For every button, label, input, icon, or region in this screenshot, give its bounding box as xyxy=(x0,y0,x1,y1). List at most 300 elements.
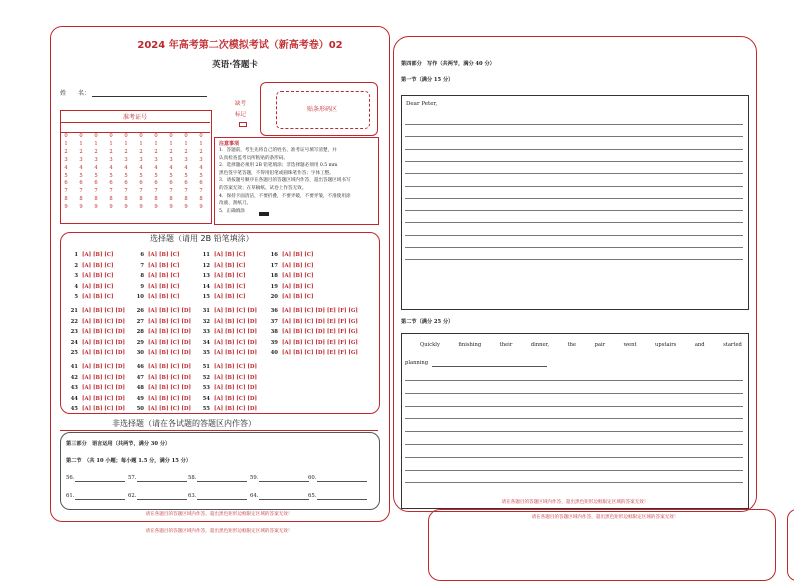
page-title: 2024 年高考第二次模拟考试（新高考卷）02 xyxy=(137,40,343,51)
ticket-digit-bubble[interactable]: 5 xyxy=(199,172,203,179)
ticket-digit-bubble[interactable]: 2 xyxy=(109,148,113,155)
absent-label-2: 标记 xyxy=(235,112,247,118)
question-number: 33 xyxy=(202,329,210,335)
question-number: 8 xyxy=(140,273,144,279)
answer-options[interactable]: [A] [B] [C] [D] xyxy=(82,395,125,402)
ticket-digit-bubble[interactable]: 1 xyxy=(184,140,188,147)
writing-line[interactable] xyxy=(405,222,743,223)
ticket-digit-bubble[interactable]: 3 xyxy=(64,156,68,163)
answer-row[interactable] xyxy=(200,252,246,258)
answer-row[interactable] xyxy=(134,284,180,290)
ticket-digit-bubble[interactable]: 9 xyxy=(124,204,128,211)
ticket-digit-bubble[interactable]: 3 xyxy=(124,156,128,163)
ticket-digit-bubble[interactable]: 9 xyxy=(109,204,113,211)
writing-line[interactable] xyxy=(405,124,743,125)
writing-line[interactable] xyxy=(405,173,743,174)
ticket-digit-bubble[interactable]: 2 xyxy=(139,148,143,155)
answer-row[interactable] xyxy=(134,252,180,258)
notes-item: 3．请按题号顺序在各题目的答题区域内作答，超出答题区域书写 xyxy=(219,178,351,184)
answer-row[interactable] xyxy=(68,294,114,300)
answer-options[interactable]: [A] [B] [C] xyxy=(282,283,314,290)
ticket-digit-bubble[interactable]: 4 xyxy=(184,164,188,171)
answer-row[interactable] xyxy=(200,308,257,314)
ticket-digit-column[interactable] xyxy=(167,133,175,212)
ticket-digit-column[interactable] xyxy=(77,133,85,212)
ticket-digit-bubble[interactable]: 2 xyxy=(184,148,188,155)
ticket-digit-bubble[interactable]: 8 xyxy=(139,196,143,203)
ticket-digit-column[interactable] xyxy=(152,133,160,212)
ticket-digit-bubble[interactable]: 8 xyxy=(169,196,173,203)
ticket-digit-bubble[interactable]: 0 xyxy=(64,133,68,139)
writing-line[interactable] xyxy=(405,406,743,407)
answer-options[interactable]: [A] [B] [C] [D] [E] [F] [G] xyxy=(282,350,358,356)
answer-options[interactable]: [A] [B] [C] [D] xyxy=(214,350,257,356)
answer-row[interactable] xyxy=(268,284,314,290)
ticket-digit-bubble[interactable]: 3 xyxy=(169,156,173,163)
ticket-digit-bubble[interactable]: 5 xyxy=(79,172,83,179)
question-number: 30 xyxy=(136,350,144,356)
writing-line[interactable] xyxy=(405,210,743,211)
part4-heading: 第四部分 写作（共两节，满分 40 分） xyxy=(401,61,495,67)
question-number: 4 xyxy=(74,283,78,290)
ticket-digit-bubble[interactable]: 1 xyxy=(64,140,68,147)
answer-row[interactable] xyxy=(134,340,191,346)
ticket-digit-bubble[interactable]: 6 xyxy=(64,180,68,187)
ticket-digit-bubble[interactable]: 2 xyxy=(79,148,83,155)
ticket-digit-bubble[interactable]: 3 xyxy=(109,156,113,163)
ticket-digit-column[interactable] xyxy=(182,133,190,212)
ticket-digit-bubble[interactable]: 9 xyxy=(184,204,188,211)
answer-options[interactable]: [A] [B] [C] [D] xyxy=(148,308,191,314)
question-number: 50 xyxy=(136,406,144,412)
ticket-digit-bubble[interactable]: 3 xyxy=(94,156,98,163)
answer-options[interactable]: [A] [B] [C] [D] xyxy=(148,395,191,402)
answer-options[interactable]: [A] [B] [C] [D] xyxy=(214,318,257,325)
answer-row[interactable] xyxy=(134,263,180,269)
ticket-digit-bubble[interactable]: 4 xyxy=(154,164,158,171)
question-number: 36 xyxy=(270,308,278,314)
ticket-digit-bubble[interactable]: 5 xyxy=(184,172,188,179)
ticket-digit-bubble[interactable]: 0 xyxy=(169,133,173,139)
ticket-digit-bubble[interactable]: 7 xyxy=(169,188,173,195)
ticket-digit-bubble[interactable]: 4 xyxy=(64,164,68,171)
answer-row[interactable] xyxy=(268,273,314,279)
answer-row[interactable] xyxy=(200,364,257,370)
question-number: 17 xyxy=(270,262,278,269)
answer-row[interactable] xyxy=(134,385,191,391)
writing-line[interactable] xyxy=(405,149,743,150)
blank-answer-line[interactable] xyxy=(75,481,125,482)
ticket-digit-bubble[interactable]: 4 xyxy=(109,164,113,171)
ticket-digit-bubble[interactable]: 0 xyxy=(184,133,188,139)
ticket-digit-bubble[interactable]: 1 xyxy=(169,140,173,147)
blank-answer-line[interactable] xyxy=(197,499,247,500)
ticket-digit-bubble[interactable]: 5 xyxy=(64,172,68,179)
answer-row[interactable] xyxy=(134,406,191,412)
ticket-digit-bubble[interactable]: 6 xyxy=(184,180,188,187)
part4-sec1-heading: 第一节（满分 15 分） xyxy=(401,77,454,83)
writing-line[interactable] xyxy=(405,247,743,248)
answer-options[interactable]: [A] [B] [C] [D] xyxy=(82,364,125,370)
question-number: 45 xyxy=(70,406,78,412)
answer-row[interactable] xyxy=(68,350,125,356)
ticket-digit-bubble[interactable]: 7 xyxy=(199,188,203,195)
ticket-digit-bubble[interactable]: 1 xyxy=(154,140,158,147)
answer-row[interactable] xyxy=(200,284,246,290)
answer-options[interactable]: [A] [B] [C] [D] xyxy=(214,374,257,381)
ticket-digit-bubble[interactable]: 4 xyxy=(79,164,83,171)
ticket-digit-bubble[interactable]: 0 xyxy=(124,133,128,139)
ticket-digit-bubble[interactable]: 0 xyxy=(94,133,98,139)
ticket-digit-bubble[interactable]: 3 xyxy=(139,156,143,163)
answer-row[interactable] xyxy=(200,396,257,402)
question-number: 47 xyxy=(136,374,144,381)
answer-options[interactable]: [A] [B] [C] xyxy=(214,273,246,279)
ticket-digit-column[interactable] xyxy=(122,133,130,212)
question-number: 41 xyxy=(70,364,78,370)
ticket-digit-bubble[interactable]: 7 xyxy=(94,188,98,195)
ticket-digit-bubble[interactable]: 6 xyxy=(169,180,173,187)
answer-row[interactable] xyxy=(68,364,125,370)
question-number: 18 xyxy=(270,273,278,279)
writing-line[interactable] xyxy=(405,431,743,432)
answer-options[interactable]: [A] [B] [C] [D] xyxy=(214,329,257,335)
answer-options[interactable]: [A] [B] [C] [D] [E] [F] [G] xyxy=(282,329,358,335)
ticket-digit-bubble[interactable]: 2 xyxy=(64,148,68,155)
ticket-digit-bubble[interactable]: 3 xyxy=(154,156,158,163)
ticket-digit-bubble[interactable]: 7 xyxy=(139,188,143,195)
question-number: 28 xyxy=(136,329,144,335)
answer-options[interactable]: [A] [B] [C] xyxy=(282,262,314,269)
question-number: 23 xyxy=(70,329,78,335)
answer-options[interactable]: [A] [B] [C] xyxy=(282,252,314,258)
ticket-digit-bubble[interactable]: 3 xyxy=(79,156,83,163)
ticket-digit-bubble[interactable]: 8 xyxy=(154,196,158,203)
ticket-write-row[interactable] xyxy=(60,122,210,133)
answer-row[interactable] xyxy=(200,385,257,391)
part3-sec2-heading: 第二节 （共 10 小题；每小题 1.5 分，满分 15 分） xyxy=(66,458,192,464)
answer-options[interactable]: [A] [B] [C] [D] xyxy=(214,308,257,314)
absent-checkbox[interactable] xyxy=(239,122,247,127)
ticket-digit-bubble[interactable]: 8 xyxy=(124,196,128,203)
answer-row[interactable] xyxy=(134,329,191,335)
question-number: 20 xyxy=(270,294,278,300)
blank-answer-line[interactable] xyxy=(259,481,309,482)
blank-label: 58. xyxy=(188,475,197,481)
writing-line[interactable] xyxy=(405,186,743,187)
answer-row[interactable] xyxy=(68,284,114,290)
answer-row[interactable] xyxy=(134,364,191,370)
ticket-digit-bubble[interactable]: 7 xyxy=(154,188,158,195)
blank-answer-line[interactable] xyxy=(137,499,187,500)
answer-row[interactable] xyxy=(268,340,358,346)
ticket-digit-bubble[interactable]: 6 xyxy=(124,180,128,187)
answer-options[interactable]: [A] [B] [C] xyxy=(82,273,114,279)
answer-row[interactable] xyxy=(200,263,246,269)
answer-options[interactable]: [A] [B] [C] xyxy=(214,294,246,300)
answer-options[interactable]: [A] [B] [C] [D] xyxy=(148,329,191,335)
ticket-digit-bubble[interactable]: 5 xyxy=(154,172,158,179)
ticket-digit-bubble[interactable]: 1 xyxy=(124,140,128,147)
ticket-digit-bubble[interactable]: 2 xyxy=(199,148,203,155)
question-number: 32 xyxy=(202,318,210,325)
answer-row[interactable] xyxy=(68,375,125,381)
left-warning: 请在各题目的答题区域内作答，超出黑色矩形边框限定区域的答案无效！ xyxy=(145,512,293,517)
notes-item: 5．正确填涂 xyxy=(219,208,245,214)
question-number: 5 xyxy=(74,294,78,300)
answer-options[interactable]: [A] [B] [C] [D] xyxy=(82,329,125,335)
ticket-digit-column[interactable] xyxy=(62,133,70,212)
blank-answer-line[interactable] xyxy=(259,499,309,500)
answer-row[interactable] xyxy=(68,406,125,412)
question-number: 14 xyxy=(202,283,210,290)
question-number: 38 xyxy=(270,329,278,335)
answer-row[interactable] xyxy=(200,340,257,346)
ticket-digit-bubble[interactable]: 0 xyxy=(139,133,143,139)
question-number: 27 xyxy=(136,318,144,325)
ticket-digit-bubble[interactable]: 2 xyxy=(94,148,98,155)
name-input-line[interactable] xyxy=(92,96,207,97)
answer-row[interactable] xyxy=(134,350,191,356)
ticket-digit-bubble[interactable]: 2 xyxy=(154,148,158,155)
writing-line[interactable] xyxy=(405,482,743,483)
answer-options[interactable]: [A] [B] [C] [D] xyxy=(214,385,257,391)
ticket-digit-bubble[interactable]: 3 xyxy=(184,156,188,163)
writing-line[interactable] xyxy=(405,259,743,260)
answer-row[interactable] xyxy=(200,273,246,279)
answer-row[interactable] xyxy=(268,263,314,269)
prompt-blank[interactable] xyxy=(432,366,547,367)
answer-row[interactable] xyxy=(68,340,125,346)
blank-answer-line[interactable] xyxy=(197,481,247,482)
ticket-digit-bubble[interactable]: 6 xyxy=(139,180,143,187)
answer-row[interactable] xyxy=(134,375,191,381)
ticket-digit-bubble[interactable]: 8 xyxy=(64,196,68,203)
ticket-digit-bubble[interactable]: 0 xyxy=(199,133,203,139)
question-number: 44 xyxy=(70,395,78,402)
ticket-digit-bubble[interactable]: 3 xyxy=(199,156,203,163)
ticket-digit-bubble[interactable]: 4 xyxy=(199,164,203,171)
writing-line[interactable] xyxy=(405,380,743,381)
far-right-frame xyxy=(787,509,794,581)
answer-row[interactable] xyxy=(268,350,358,356)
ticket-digit-bubble[interactable]: 4 xyxy=(169,164,173,171)
answer-options[interactable]: [A] [B] [C] xyxy=(282,294,314,300)
answer-options[interactable]: [A] [B] [C] xyxy=(82,252,114,258)
writing-line[interactable] xyxy=(405,457,743,458)
answer-options[interactable]: [A] [B] [C] [D] xyxy=(148,350,191,356)
writing-line[interactable] xyxy=(405,198,743,199)
answer-row[interactable] xyxy=(134,294,180,300)
ticket-digit-bubble[interactable]: 7 xyxy=(124,188,128,195)
answer-options[interactable]: [A] [B] [C] xyxy=(148,273,180,279)
answer-options[interactable]: [A] [B] [C] xyxy=(148,252,180,258)
blank-label: 60. xyxy=(308,475,317,481)
answer-row[interactable] xyxy=(200,350,257,356)
answer-options[interactable]: [A] [B] [C] xyxy=(214,252,246,258)
absent-label-1: 缺考 xyxy=(235,101,247,107)
question-number: 54 xyxy=(202,395,210,402)
answer-options[interactable]: [A] [B] [C] [D] xyxy=(148,339,191,346)
answer-options[interactable]: [A] [B] [C] [D] xyxy=(214,364,257,370)
answer-options[interactable]: [A] [B] [C] [D] xyxy=(148,364,191,370)
answer-options[interactable]: [A] [B] [C] xyxy=(148,283,180,290)
ticket-digit-bubble[interactable]: 8 xyxy=(109,196,113,203)
ticket-digit-bubble[interactable]: 5 xyxy=(124,172,128,179)
writing-line[interactable] xyxy=(405,161,743,162)
answer-row[interactable] xyxy=(134,308,191,314)
writing-line[interactable] xyxy=(405,136,743,137)
ticket-digit-bubble[interactable]: 4 xyxy=(139,164,143,171)
ticket-digit-bubble[interactable]: 2 xyxy=(124,148,128,155)
answer-row[interactable] xyxy=(268,319,358,325)
answer-options[interactable]: [A] [B] [C] [D] xyxy=(82,350,125,356)
answer-options[interactable]: [A] [B] [C] xyxy=(82,262,114,269)
page-subtitle: 英语·答题卡 xyxy=(212,60,258,70)
ticket-digit-bubble[interactable]: 5 xyxy=(94,172,98,179)
answer-row[interactable] xyxy=(68,396,125,402)
answer-options[interactable]: [A] [B] [C] [D] xyxy=(148,374,191,381)
ticket-digit-column[interactable] xyxy=(92,133,100,212)
answer-options[interactable]: [A] [B] [C] [D] xyxy=(148,318,191,325)
answer-options[interactable]: [A] [B] [C] [D] xyxy=(82,318,125,325)
writing-line[interactable] xyxy=(405,418,743,419)
ticket-digit-bubble[interactable]: 1 xyxy=(109,140,113,147)
ticket-digit-bubble[interactable]: 5 xyxy=(109,172,113,179)
ticket-digit-bubble[interactable]: 6 xyxy=(109,180,113,187)
ticket-digit-column[interactable] xyxy=(107,133,115,212)
answer-row[interactable] xyxy=(200,294,246,300)
answer-options[interactable]: [A] [B] [C] [D] xyxy=(82,339,125,346)
prompt-word: started xyxy=(723,342,742,348)
ticket-digit-bubble[interactable]: 8 xyxy=(79,196,83,203)
answer-row[interactable] xyxy=(68,385,125,391)
blank-answer-line[interactable] xyxy=(317,481,367,482)
answer-options[interactable]: [A] [B] [C] xyxy=(82,283,114,290)
ticket-digit-bubble[interactable]: 2 xyxy=(169,148,173,155)
answer-options[interactable]: [A] [B] [C] xyxy=(148,294,180,300)
ticket-digit-bubble[interactable]: 8 xyxy=(184,196,188,203)
answer-options[interactable]: [A] [B] [C] [D] xyxy=(214,406,257,412)
answer-options[interactable]: [A] [B] [C] [D] xyxy=(214,395,257,402)
ticket-digit-bubble[interactable]: 6 xyxy=(199,180,203,187)
answer-row[interactable] xyxy=(268,294,314,300)
prompt-word: went xyxy=(623,342,637,348)
ticket-digit-bubble[interactable]: 8 xyxy=(199,196,203,203)
answer-options[interactable]: [A] [B] [C] [D] [E] [F] [G] xyxy=(282,318,358,325)
ticket-digit-bubble[interactable]: 0 xyxy=(154,133,158,139)
answer-row[interactable] xyxy=(268,308,358,314)
answer-row[interactable] xyxy=(200,406,257,412)
blank-label: 62. xyxy=(128,493,137,499)
ticket-digit-bubble[interactable]: 6 xyxy=(154,180,158,187)
ticket-digit-bubble[interactable]: 5 xyxy=(139,172,143,179)
answer-options[interactable]: [A] [B] [C] [D] xyxy=(214,339,257,346)
answer-row[interactable] xyxy=(68,273,114,279)
writing-line[interactable] xyxy=(405,393,743,394)
question-number: 2 xyxy=(74,262,78,269)
blank-answer-line[interactable] xyxy=(75,499,125,500)
blank-answer-line[interactable] xyxy=(137,481,187,482)
answer-options[interactable]: [A] [B] [C] xyxy=(82,294,114,300)
answer-row[interactable] xyxy=(268,252,314,258)
answer-options[interactable]: [A] [B] [C] [D] xyxy=(82,374,125,381)
writing-line[interactable] xyxy=(405,235,743,236)
question-number: 10 xyxy=(136,294,144,300)
ticket-digit-bubble[interactable]: 7 xyxy=(64,188,68,195)
answer-row[interactable] xyxy=(68,329,125,335)
answer-options[interactable]: [A] [B] [C] xyxy=(282,273,314,279)
answer-row[interactable] xyxy=(68,319,125,325)
answer-row[interactable] xyxy=(68,263,114,269)
answer-row[interactable] xyxy=(200,329,257,335)
answer-row[interactable] xyxy=(134,273,180,279)
answer-options[interactable]: [A] [B] [C] xyxy=(214,262,246,269)
ticket-digit-bubble[interactable]: 8 xyxy=(94,196,98,203)
ticket-digit-bubble[interactable]: 1 xyxy=(79,140,83,147)
answer-options[interactable]: [A] [B] [C] [D] xyxy=(82,308,125,314)
answer-row[interactable] xyxy=(200,319,257,325)
ticket-digit-bubble[interactable]: 1 xyxy=(94,140,98,147)
ticket-digit-bubble[interactable]: 9 xyxy=(94,204,98,211)
answer-options[interactable]: [A] [B] [C] xyxy=(214,283,246,290)
ticket-digit-bubble[interactable]: 9 xyxy=(79,204,83,211)
question-number: 7 xyxy=(140,262,144,269)
ticket-digit-bubble[interactable]: 6 xyxy=(79,180,83,187)
ticket-digit-column[interactable] xyxy=(137,133,145,212)
ticket-digit-bubble[interactable]: 4 xyxy=(124,164,128,171)
ticket-digit-bubble[interactable]: 7 xyxy=(184,188,188,195)
answer-options[interactable]: [A] [B] [C] [D] [E] [F] [G] xyxy=(282,339,358,346)
ticket-digit-bubble[interactable]: 0 xyxy=(79,133,83,139)
ticket-digit-bubble[interactable]: 9 xyxy=(169,204,173,211)
writing-line[interactable] xyxy=(405,444,743,445)
ticket-digit-bubble[interactable]: 1 xyxy=(139,140,143,147)
answer-options[interactable]: [A] [B] [C] [D] [E] [F] [G] xyxy=(282,308,358,314)
ticket-digit-bubble[interactable]: 0 xyxy=(109,133,113,139)
answer-options[interactable]: [A] [B] [C] [D] xyxy=(82,406,125,412)
answer-options[interactable]: [A] [B] [C] [D] xyxy=(148,385,191,391)
answer-row[interactable] xyxy=(68,252,114,258)
ticket-digit-bubble[interactable]: 6 xyxy=(94,180,98,187)
answer-options[interactable]: [A] [B] [C] [D] xyxy=(148,406,191,412)
answer-row[interactable] xyxy=(68,308,125,314)
answer-row[interactable] xyxy=(268,329,358,335)
answer-row[interactable] xyxy=(134,396,191,402)
ticket-digit-bubble[interactable]: 4 xyxy=(94,164,98,171)
writing-box-1[interactable] xyxy=(401,95,749,310)
answer-row[interactable] xyxy=(134,319,191,325)
writing-line[interactable] xyxy=(405,470,743,471)
question-number: 55 xyxy=(202,406,210,412)
ticket-digit-bubble[interactable]: 7 xyxy=(109,188,113,195)
right-warning: 请在各题目的答题区域内作答，超出黑色矩形边框限定区域的答案无效！ xyxy=(501,500,649,505)
blank-answer-line[interactable] xyxy=(317,499,367,500)
ticket-digit-bubble[interactable]: 5 xyxy=(169,172,173,179)
answer-row[interactable] xyxy=(200,375,257,381)
ticket-digit-column[interactable] xyxy=(197,133,205,212)
ticket-digit-bubble[interactable]: 9 xyxy=(64,204,68,211)
answer-options[interactable]: [A] [B] [C] xyxy=(148,262,180,269)
question-number: 16 xyxy=(270,252,278,258)
ticket-digit-bubble[interactable]: 9 xyxy=(154,204,158,211)
prompt-word: finishing xyxy=(458,342,482,348)
ticket-digit-bubble[interactable]: 9 xyxy=(199,204,203,211)
ticket-digit-bubble[interactable]: 9 xyxy=(139,204,143,211)
answer-options[interactable]: [A] [B] [C] [D] xyxy=(82,385,125,391)
ticket-digit-bubble[interactable]: 7 xyxy=(79,188,83,195)
ticket-digit-bubble[interactable]: 1 xyxy=(199,140,203,147)
